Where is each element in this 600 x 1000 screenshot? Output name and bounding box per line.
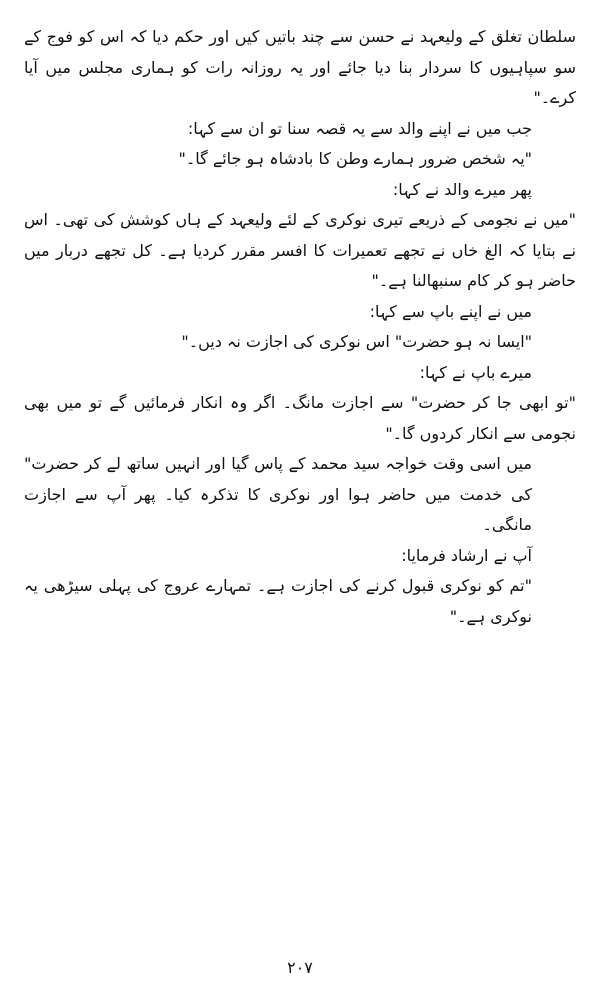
paragraph-7-quote: "ایسا نہ ہو حضرت" اس نوکری کی اجازت نہ دیں۔"	[181, 332, 532, 351]
page-number: ۲۰۷	[287, 958, 313, 977]
paragraph-12-quote: "تم کو نوکری قبول کرنے کی اجازت ہے۔ تمہارے عروج کی پہلی سیڑھی یہ نوکری ہے۔"	[24, 576, 532, 626]
paragraph-4: پھر میرے والد نے کہا:	[392, 179, 532, 199]
paragraph-2: جب میں نے اپنے والد سے یہ قصہ سنا تو ان سے کہا:	[187, 118, 532, 138]
paragraph-10: میں اسی وقت خواجہ سید محمد کے پاس گیا اور انہیں ساتھ لے کر حضرت" کی خدمت میں حاضر ہوا اور نوکری کا تذکرہ کیا۔ پھر آپ سے اجازت مانگی۔	[24, 454, 532, 534]
paragraph-1: سلطان تغلق کے ولیعہد نے حسن سے چند باتیں کیں اور حکم دیا کہ اس کو فوج کے سو سپاہیوں کا سردار بنا دیا جائے اور یہ روزانہ رات کو ہماری مجلس میں آیا کرے۔"	[24, 27, 576, 107]
paragraph-6: میں نے اپنے باپ سے کہا:	[369, 301, 532, 321]
paragraph-9-quote: "تو ابھی جا کر حضرت" سے اجازت مانگ۔ اگر وہ انکار فرمائیں گے تو میں بھی نجومی سے انکار کردوں گا۔"	[24, 393, 576, 443]
paragraph-5-quote: "میں نے نجومی کے ذریعے تیری نوکری کے لئے ولیعہد کے ہاں کوشش کی تھی۔ اس نے بتایا کہ الغ خاں نے تجھے تعمیرات کا افسر مقرر کردیا ہے۔ کل تجھے دربار میں حاضر ہو کر کام سنبھالنا ہے۔"	[24, 210, 576, 290]
paragraph-3-quote: "یہ شخص ضرور ہمارے وطن کا بادشاہ ہو جائے گا۔"	[178, 149, 532, 168]
paragraph-11: آپ نے ارشاد فرمایا:	[401, 545, 532, 565]
page-body-text	[24, 22, 576, 632]
paragraph-8: میرے باپ نے کہا:	[419, 362, 532, 382]
